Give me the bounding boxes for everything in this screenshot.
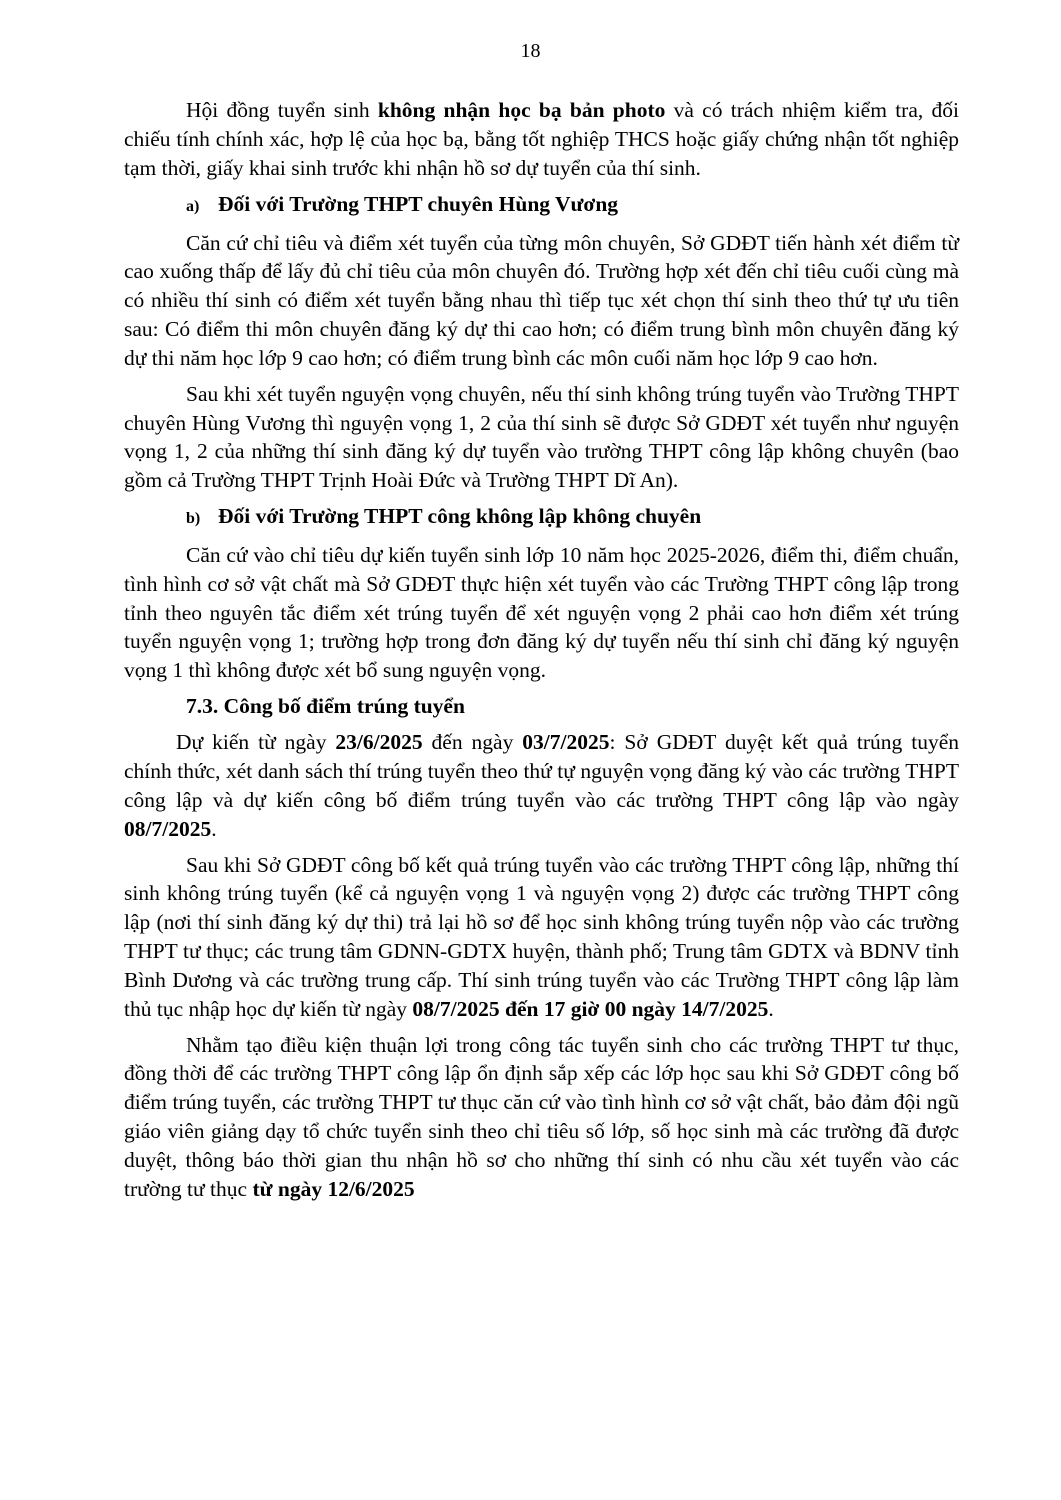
bold-no-photocopy: không nhận học bạ bản photo [377,98,666,122]
heading-specialized-school: a) Đối với Trường THPT chuyên Hùng Vương [124,190,959,222]
page-number: 18 [520,40,541,62]
list-marker-a: a) [186,197,200,215]
paragraph-result-timeline: Dự kiến từ ngày 23/6/2025 đến ngày 03/7/2025: Sở GDĐT duyệt kết quả trúng tuyển chính thức, xét danh sách thí trúng tuyển theo thứ tự nguyện vọng đăng ký vào các trường THPT công lập và dự kiến công bố điểm trúng tuyển vào các trường THPT công lập vào ngày 08/7/2025. [124,730,959,841]
heading-non-specialized-school: b) Đối với Trường THPT công không lập không chuyên [124,502,959,534]
document-body [124,96,959,1211]
paragraph-specialized-selection: Căn cứ chỉ tiêu và điểm xét tuyển của từng môn chuyên, Sở GDĐT tiến hành xét điểm từ cao xuống thấp để lấy đủ chỉ tiêu của môn chuyên đó. Trường hợp xét đến chỉ tiêu cuối cùng mà có nhiều thí sinh có điểm xét tuyển bằng nhau thì tiếp tục xét chọn thí sinh theo thứ tự ưu tiên sau: Có điểm thi môn chuyên đăng ký dự thi cao hơn; có điểm trung bình môn chuyên đăng ký dự thi năm học lớp 9 cao hơn; có điểm trung bình các môn cuối năm học lớp 9 cao hơn. [124,230,959,370]
paragraph-after-announcement: Sau khi Sở GDĐT công bố kết quả trúng tuyển vào các trường THPT công lập, những thí sinh không trúng tuyển (kể cả nguyện vọng 1 và nguyện vọng 2) được các trường THPT công lập (nơi thí sinh đăng ký dự thi) trả lại hồ sơ để học sinh không trúng tuyển nộp vào các trường THPT tư thục; các trung tâm GDNN-GDTX huyện, thành phố; Trung tâm GDTX và BDNV tỉnh Bình Dương và các trường trung cấp. Thí sinh trúng tuyển vào các Trường THPT công lập làm thủ tục nhập học dự kiến từ ngày 08/7/2025 đến 17 giờ 00 ngày 14/7/2025. [124,852,959,1021]
paragraph-after-specialized: Sau khi xét tuyển nguyện vọng chuyên, nếu thí sinh không trúng tuyển vào Trường THPT chuyên Hùng Vương thì nguyện vọng 1, 2 của thí sinh sẽ được Sở GDĐT xét tuyển như nguyện vọng 1, 2 của những thí sinh đăng ký dự tuyển vào trường THPT công lập không chuyên (bao gồm cả Trường THPT Trịnh Hoài Đức và Trường THPT Dĩ An). [124,381,959,493]
paragraph-private-schools: Nhằm tạo điều kiện thuận lợi trong công tác tuyển sinh cho các trường THPT tư thục, đồng thời để các trường THPT công lập ổn định sắp xếp các lớp học sau khi Sở GDĐT công bố điểm trúng tuyển, các trường THPT tư thục căn cứ vào tình hình cơ sở vật chất, bảo đảm đội ngũ giáo viên giảng dạy tổ chức tuyển sinh theo chỉ tiêu số lớp, số học sinh mà các trường đã được duyệt, thông báo thời gian thu nhận hồ sơ cho những thí sinh có nhu cầu xét tuyển vào các trường tư thục từ ngày 12/6/2025 [124,1032,959,1201]
paragraph-application-check: Hội đồng tuyển sinh không nhận học bạ bản photo và có trách nhiệm kiểm tra, đối chiếu tính chính xác, hợp lệ của học bạ, bằng tốt nghiệp THCS hoặc giấy chứng nhận tốt nghiệp tạm thời, giấy khai sinh trước khi nhận hồ sơ dự tuyển của thí sinh. [124,98,959,180]
list-marker-b: b) [186,510,201,528]
paragraph-non-specialized-selection: Căn cứ vào chỉ tiêu dự kiến tuyển sinh lớp 10 năm học 2025-2026, điểm thi, điểm chuẩn, tình hình cơ sở vật chất mà Sở GDĐT thực hiện xét tuyển vào các Trường THPT công lập trong tỉnh theo nguyên tắc điểm xét trúng tuyển để xét nguyện vọng 2 phải cao hơn điểm xét trúng tuyển nguyện vọng 1; trường hợp trong đơn đăng ký dự tuyển nếu thí sinh chỉ đăng ký nguyện vọng 1 thì không được xét bổ sung nguyện vọng. [124,543,959,683]
heading-section-7-3: 7.3. Công bố điểm trúng tuyển [186,694,465,719]
